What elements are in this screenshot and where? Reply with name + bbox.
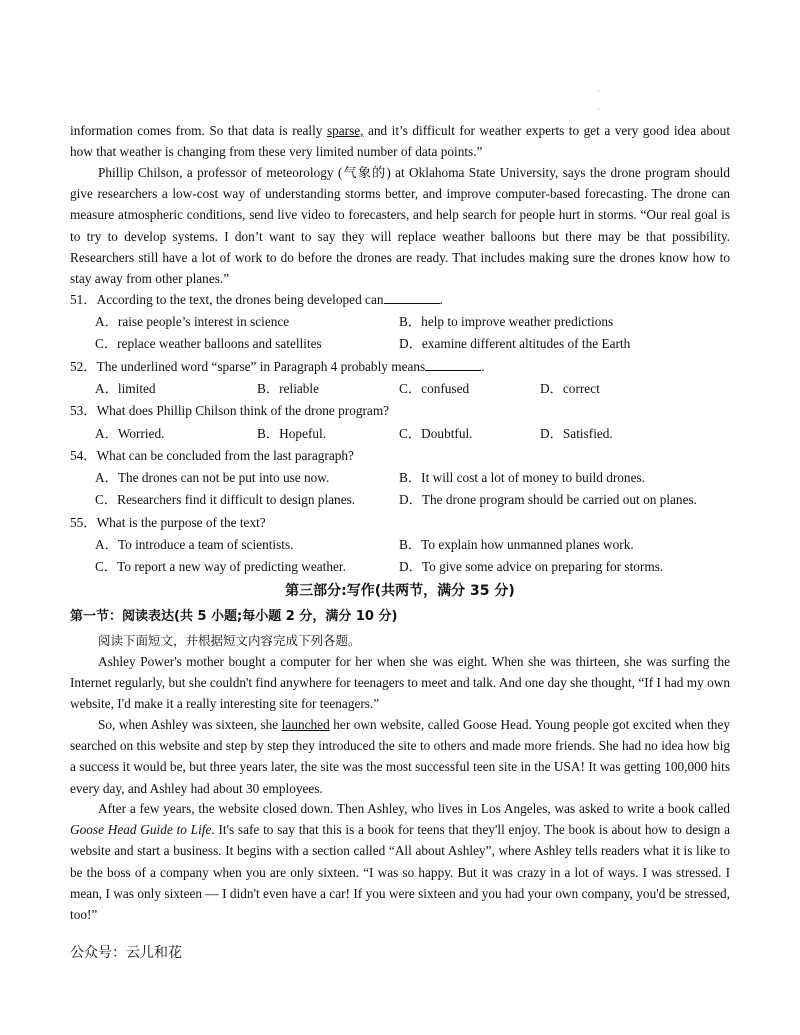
option-d: D．To give some advice on preparing for storms. — [399, 559, 664, 574]
option-d: D．Satisfied. — [540, 426, 613, 441]
option-b: B．It will cost a lot of money to build drones. — [399, 470, 645, 485]
option-c: C．Researchers find it difficult to design planes. — [95, 492, 356, 507]
question-stem: 51．According to the text, the drones being developed can . — [70, 289, 443, 310]
passage-paragraph: After a few years, the website closed down. Then Ashley, who lives in Los Angeles, was asked to write a book called Goose Head Guide to Life. It's safe to say that this is a book for teens that they'll enjoy. The book is about how to design a website and start a business. It begins with a section called “All about Ashley”, where Ashley tells readers what it is like to be the boss of a company when you are only sixteen. “I was so happy. But it was crazy in a lot of ways. I was stressed. I mean, I was only sixteen — I didn't even have a car! If you were sixteen and you had your own company, you'd be stressed, too!” — [70, 801, 730, 923]
underlined-word-launched: launched — [281, 717, 330, 732]
options-row — [70, 311, 730, 332]
option-b: B．To explain how unmanned planes work. — [399, 537, 634, 552]
options-row — [70, 556, 730, 577]
instruction-text: 阅读下面短文，并根据短文内容完成下列各题。 — [98, 633, 361, 648]
options-row — [70, 489, 730, 510]
option-c: C．confused — [399, 381, 470, 396]
passage-paragraph: So, when Ashley was sixteen, she launched her own website, called Goose Head. Young people got excited when they searched on this website and step by step they introduced the site to others and made more friends. She had no idea how big a success it would be, but three years later, the site was the most successful teen site in the USA! It was getting 100,000 hits every day, and Ashley had about 30 employees. — [70, 717, 730, 796]
question-55 — [70, 512, 730, 533]
option-b: B．help to improve weather predictions — [399, 314, 614, 329]
option-c: C．replace weather balloons and satellites — [95, 336, 322, 351]
option-b: B．Hopeful. — [257, 426, 327, 441]
question-stem: 55．What is the purpose of the text? — [70, 515, 266, 530]
answer-blank — [425, 356, 481, 371]
underlined-word-sparse: sparse, — [326, 123, 364, 138]
option-c: C．Doubtful. — [399, 426, 473, 441]
passage-paragraph: information comes from. So that data is really sparse, and it’s difficult for weather experts to get a very good idea about how that weather is changing from these very limited number of data points.” — [70, 123, 731, 160]
question-stem: 52．The underlined word “sparse” in Paragraph 4 probably means . — [70, 356, 485, 377]
question-51 — [70, 289, 730, 310]
question-52 — [70, 356, 730, 377]
option-d: D．correct — [540, 381, 600, 396]
passage-paragraph: Phillip Chilson, a professor of meteorology (气象的) at Oklahoma State University, says the drone program should give researchers a low-cost way of understanding storms better, and improve computer-based forecasting. The drone can measure atmospheric conditions, send live video to forecasters, and help search for people hurt in storms. “Our real goal is to try to develop systems. I don’t want to say they will replace weather balloons but there may be that possibility. Researchers still have a lot of work to do before the drones are ready. That includes making sure the drones know how to stay away from other planes.” — [70, 165, 730, 287]
question-stem: 54．What can be concluded from the last paragraph? — [70, 448, 354, 463]
option-a: A．limited — [95, 381, 156, 396]
options-row — [70, 378, 730, 399]
scan-mark: · — [597, 87, 600, 96]
scan-mark: · — [597, 105, 600, 114]
option-a: A．Worried. — [95, 426, 165, 441]
passage-paragraph: Ashley Power's mother bought a computer for her when she was eight. When she was thirteen, she was surfing the Internet regularly, but she couldn't find anywhere for teenagers to meet and talk. And one day she thought, “If I had my own website, I'd make it a really interesting site for teenagers.” — [70, 654, 730, 712]
section-title: 第一节：阅读表达(共 5 小题;每小题 2 分，满分 10 分) — [70, 609, 398, 624]
options-row — [70, 467, 730, 488]
question-53 — [70, 400, 730, 421]
option-b: B．reliable — [257, 381, 320, 396]
option-a: A．The drones can not be put into use now. — [95, 470, 330, 485]
options-row — [70, 534, 730, 555]
option-d: D．The drone program should be carried out on planes. — [399, 492, 697, 507]
option-d: D．examine different altitudes of the Earth — [399, 336, 631, 351]
part-title: 第三部分:写作(共两节，满分 35 分) — [285, 583, 515, 599]
option-a: A．To introduce a team of scientists. — [95, 537, 294, 552]
options-row — [70, 333, 730, 354]
footer-watermark: 公众号：云儿和花 — [70, 945, 182, 961]
options-row — [70, 423, 730, 444]
book-title: Goose Head Guide to Life — [70, 822, 212, 838]
option-a: A．raise people’s interest in science — [95, 314, 290, 329]
question-stem: 53．What does Phillip Chilson think of the drone program? — [70, 403, 390, 418]
question-54 — [70, 445, 730, 466]
answer-blank — [384, 289, 440, 304]
option-c: C．To report a new way of predicting weather. — [95, 559, 346, 574]
